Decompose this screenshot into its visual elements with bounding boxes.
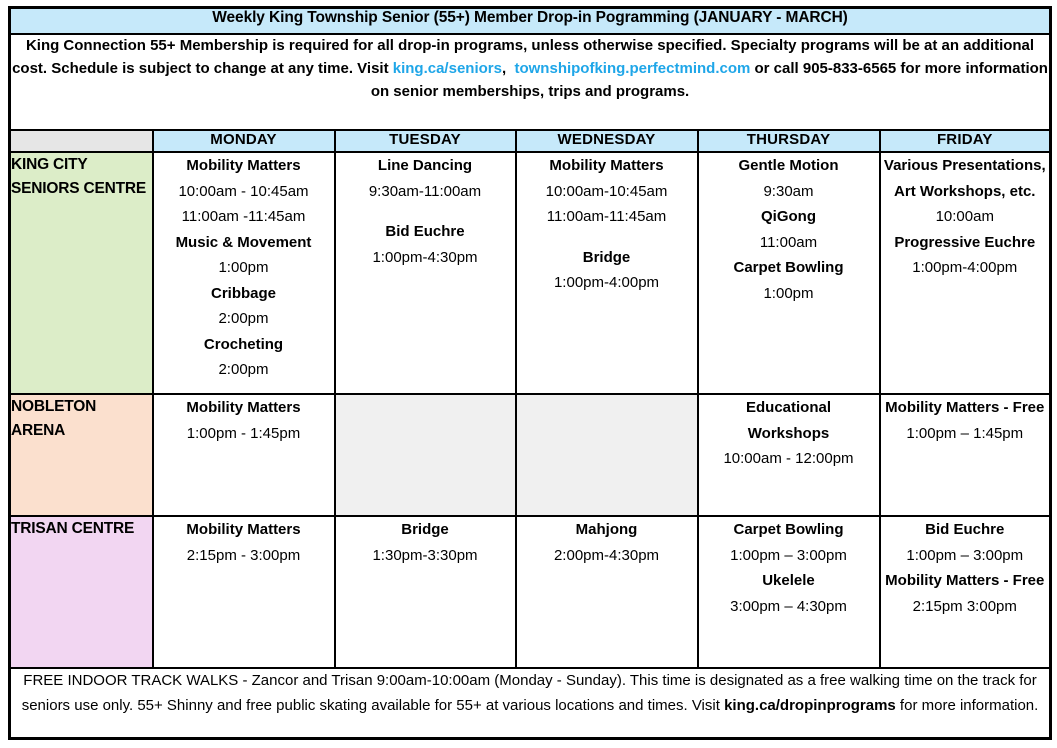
program-spacer	[336, 204, 515, 219]
program-time: 2:00pm-4:30pm	[553, 546, 660, 564]
program-name: Crocheting	[203, 335, 284, 353]
venue-row-kcsc	[10, 152, 1051, 394]
program-time: 1:00pm-4:00pm	[553, 274, 660, 292]
cell-trisan-wednesday[interactable]	[516, 516, 698, 668]
program-name: Mahjong	[575, 521, 638, 539]
program-name: Line Dancing	[377, 157, 473, 175]
program-time: 2:15pm - 3:00pm	[186, 546, 301, 564]
program-time: 1:00pm – 1:45pm	[906, 424, 1024, 442]
weekly-schedule-table	[8, 6, 1052, 740]
footer-text-part1: FREE INDOOR TRACK WALKS - Zancor and Trisan 9:00am-10:00am (Monday - Sunday). This time is designated as a free walking time on the track for seniors use only. 55+ Shinny and free public skating available for 55+ at various locations and times. Visit	[21, 672, 1037, 714]
cell-kcsc-monday[interactable]	[153, 152, 335, 394]
program-name: Mobility Matters - Free	[885, 399, 1045, 417]
program-name: Carpet Bowling	[733, 521, 844, 539]
program-name: Mobility Matters	[186, 399, 301, 417]
program-time: 1:00pm - 1:45pm	[186, 424, 301, 442]
cell-trisan-monday[interactable]	[153, 516, 335, 668]
page-title: Weekly King Township Senior (55+) Member Drop-in Pogramming (JANUARY - MARCH)	[10, 8, 1051, 35]
program-name: Music & Movement	[175, 233, 312, 251]
footer-note	[10, 668, 1051, 738]
program-time: 1:00pm	[763, 284, 814, 302]
program-name: Mobility Matters	[549, 157, 664, 175]
program-name: Ukelele	[762, 572, 815, 590]
program-time: 1:00pm-4:00pm	[912, 259, 1018, 277]
day-header-tuesday: TUESDAY	[335, 130, 516, 152]
program-name: Educational	[745, 399, 831, 417]
intro-text-part2: or call 905-833-6565 for more information on senior memberships, trips and programs.	[370, 59, 1048, 100]
intro-text-part1: King Connection 55+ Membership is required for all drop-in programs, unless otherwise specified. Specialty programs will be at an additional cost. Schedule is subject to change at any time. Visit	[12, 37, 1035, 77]
program-time: 1:00pm – 3:00pm	[906, 546, 1024, 564]
footer-link-dropinprograms[interactable]: king.ca/dropinprograms	[724, 696, 896, 714]
program-time: 1:00pm – 3:00pm	[730, 546, 847, 564]
program-time: 10:00am	[935, 208, 994, 226]
venue-row-nobleton	[10, 394, 1051, 516]
program-time: 1:00pm-4:30pm	[372, 248, 478, 266]
program-time: 2:00pm	[218, 310, 269, 328]
cell-nobleton-tuesday	[335, 394, 516, 516]
link-king-ca-seniors[interactable]: king.ca/seniors	[392, 59, 502, 77]
program-time: 11:00am -11:45am	[181, 208, 306, 226]
title-row	[10, 8, 1051, 35]
program-time: 1:00pm	[218, 259, 269, 277]
program-time: 9:30am-11:00am	[368, 182, 482, 200]
program-name: Bridge	[401, 521, 449, 539]
footer-text-part2: for more information.	[895, 696, 1039, 714]
program-time: 9:30am	[763, 182, 814, 200]
cell-kcsc-friday[interactable]	[880, 152, 1051, 394]
cell-trisan-friday[interactable]	[880, 516, 1051, 668]
program-name: QiGong	[761, 208, 816, 226]
program-name: Workshops	[747, 424, 830, 442]
program-time: 2:15pm 3:00pm	[912, 597, 1017, 615]
program-time: 10:00am - 12:00pm	[723, 450, 854, 468]
corner-cell	[10, 130, 153, 152]
link-perfectmind[interactable]: townshipofking.perfectmind.com	[514, 59, 751, 77]
cell-nobleton-friday[interactable]	[880, 394, 1051, 516]
footer-row	[10, 668, 1051, 738]
cell-nobleton-monday[interactable]	[153, 394, 335, 516]
program-name: Carpet Bowling	[733, 259, 844, 277]
day-header-thursday: THURSDAY	[698, 130, 880, 152]
cell-nobleton-wednesday	[516, 394, 698, 516]
cell-nobleton-thursday[interactable]	[698, 394, 880, 516]
program-name: Progressive Euchre	[894, 233, 1036, 251]
day-header-friday: FRIDAY	[880, 130, 1051, 152]
cell-kcsc-wednesday[interactable]	[516, 152, 698, 394]
program-time: 2:00pm	[218, 361, 269, 379]
program-name: Gentle Motion	[738, 157, 839, 175]
cell-kcsc-thursday[interactable]	[698, 152, 880, 394]
day-header-monday: MONDAY	[153, 130, 335, 152]
venue-label-trisan: TRISAN CENTRE	[10, 516, 153, 668]
venue-label-nobleton: NOBLETON ARENA	[10, 394, 153, 516]
program-time: 11:00am	[759, 233, 818, 251]
cell-trisan-tuesday[interactable]	[335, 516, 516, 668]
program-name: Bid Euchre	[925, 521, 1005, 539]
program-name: Mobility Matters	[186, 157, 301, 175]
program-time: 1:30pm-3:30pm	[372, 546, 478, 564]
program-name: Mobility Matters	[186, 521, 301, 539]
program-time: 3:00pm – 4:30pm	[730, 597, 847, 615]
program-time: 10:00am - 10:45am	[178, 182, 309, 200]
cell-kcsc-tuesday[interactable]	[335, 152, 516, 394]
program-name: Mobility Matters - Free	[885, 572, 1045, 590]
venue-row-trisan	[10, 516, 1051, 668]
intro-row	[10, 34, 1051, 130]
intro-paragraph	[10, 34, 1051, 130]
program-name: Art Workshops, etc.	[894, 182, 1036, 200]
day-header-wednesday: WEDNESDAY	[516, 130, 698, 152]
day-header-row	[10, 130, 1051, 152]
program-time: 11:00am-11:45am	[546, 208, 667, 226]
program-name: Bid Euchre	[385, 223, 465, 241]
intro-separator: ,	[501, 59, 515, 77]
cell-trisan-thursday[interactable]	[698, 516, 880, 668]
program-name: Bridge	[582, 248, 631, 266]
program-name: Various Presentations,	[883, 157, 1046, 175]
venue-label-kcsc: KING CITY SENIORS CENTRE	[10, 152, 153, 394]
program-name: Cribbage	[210, 284, 276, 302]
program-spacer	[517, 230, 697, 245]
program-time: 10:00am-10:45am	[545, 182, 668, 200]
